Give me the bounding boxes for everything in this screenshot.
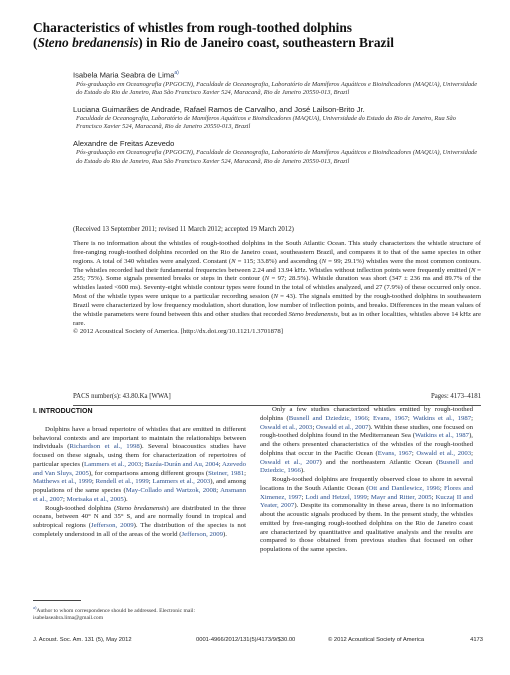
- text-run: ;: [218, 460, 222, 468]
- text-run: ). Several bioacoustics studies have focused on these signals, using them for characterization of repertoires of particular species (: [33, 443, 246, 468]
- citation-link[interactable]: Azevedo and Van Sluys, 2005: [33, 460, 246, 477]
- title-line-1: Characteristics of whistles from rough-toothed dolphins: [33, 20, 353, 35]
- citation-link[interactable]: Ansmann et al., 2007: [33, 487, 246, 503]
- text-run: ;: [216, 487, 221, 494]
- text-run: ) are distributed in the three oceans, between 40° N and 35° S, and are normally found in tropical and subtropical regions (: [33, 504, 246, 529]
- footnote-text: Author to whom correspondence should be addressed. Electronic mail: isabelaseabra.lima@gmail.com: [33, 607, 196, 621]
- pacs-row: [73, 393, 481, 400]
- citation-link[interactable]: Lammers et al., 2003: [84, 460, 142, 468]
- citation-link[interactable]: Matthews et al., 1999: [33, 478, 92, 486]
- citation-link[interactable]: May-Collado and Wartzok, 2008: [125, 487, 217, 494]
- right-column: [260, 406, 473, 555]
- citation-link[interactable]: Rendell et al., 1999: [95, 478, 149, 486]
- journal-citation: J. Acoust. Soc. Am. 131 (5), May 2012: [33, 637, 132, 643]
- text-run: ;: [471, 449, 473, 457]
- text-run: ;: [141, 460, 145, 468]
- citation-link[interactable]: Jefferson, 2009: [181, 530, 223, 538]
- citation-link[interactable]: Kuczaj II and Yeater, 2007: [260, 493, 473, 510]
- intro-paragraph-1: [33, 426, 246, 505]
- footnote-divider: [33, 600, 81, 601]
- page-range: Pages: 4173–4181: [430, 393, 481, 400]
- section-heading: I. INTRODUCTION: [33, 408, 93, 415]
- title-line-2: (Steno bredanensis) in Rio de Janeiro coast, southeastern Brazil: [33, 35, 394, 50]
- footnote-marker[interactable]: a): [174, 70, 179, 76]
- pacs-numbers: PACS number(s): 43.80.Ka [WWA]: [73, 393, 171, 400]
- text-run: ).: [222, 530, 227, 538]
- text-run: ) and the northeastern Atlantic Ocean (: [319, 458, 439, 466]
- citation-link[interactable]: Bazúa-Durán and Au, 2004: [144, 460, 219, 468]
- citation-link[interactable]: Flores and Ximenez, 1997: [260, 484, 473, 501]
- citation-link[interactable]: Jefferson, 2009: [90, 522, 134, 529]
- citation-link[interactable]: Evans, 1967: [377, 449, 412, 457]
- text-run: Only a few studies characterized whistles emitted by rough-toothed dolphins (: [260, 406, 473, 422]
- citation-link[interactable]: Mayr and Ritter, 2005: [370, 493, 432, 501]
- text-run: ;: [301, 493, 306, 501]
- author-affiliation: Pós-graduação em Oceanografia (PPGOCN), Faculdade de Oceanografia, Laboratório de Mamíferos Aquáticos e Bioindicadores (MAQUA), Universidade do Estado do Rio de Janeiro, Rua São Francisco Xavier 524, Maracanã, Rio de Janeiro 20550-013, Brazil: [76, 80, 478, 97]
- text-run: ;: [411, 449, 417, 457]
- text-run: Rough-toothed dolphins are frequently observed close to shore in several locations in the South Atlantic Ocean (: [260, 476, 473, 492]
- citation-link[interactable]: Busnell and Dziedzic, 1966: [288, 414, 368, 422]
- text-run: ;: [244, 469, 246, 477]
- abstract: There is no information about the whistles of rough-toothed dolphins in the South Atlantic Ocean. This study characterizes the whistle structure of free-ranging rough-toothed dolphins recorded on the Rio de Janeiro coast, southeastern Brazil, and compares it to that of the same species in other regions. A total of 340 whistles were analyzed. Constant (N = 115; 33.8%) and ascending (N = 99; 29.1%) whistles were the most common contours. The whistles recorded had their fundamental frequencies between 2.24 and 13.94 kHz. Whistles without inflection points were frequently emitted (N = 255; 75%). Some signals presented breaks or steps in their contour (N = 97; 28.5%). Whistle duration was short (347 ± 236 ms and 89.7% of the whistles lasted <600 ms). Seventy-eight whistle contour types were found in the total of whistles analyzed, and 27 (7.9%) of these occurred only once. Most of the whistle types were unique to a particular recording session (N = 43). The signals emitted by the rough-toothed dolphins in southeastern Brazil were characterized by low frequency modulation, short duration, low number of inflection points, and breaks. Differences in the mean values of the whistle parameters were found between this and other studies that recorded Steno bredanensis, but as in other localities, whistles above 14 kHz are rare. © 2012 Acoustical Society of America. [http://dx.doi.org/10.1121/1.3701878]: [73, 240, 481, 336]
- text-run: ), for comparisons among different groups (: [88, 469, 209, 477]
- footer-copyright: © 2012 Acoustical Society of America: [328, 637, 425, 643]
- citation-link[interactable]: Lodi and Hetzel, 1999: [305, 493, 367, 501]
- text-run: ;: [471, 414, 473, 422]
- text-run: ;: [366, 493, 371, 501]
- author-block-2: [73, 105, 483, 132]
- author-name: Luciana Guimarães de Andrade, Rafael Ramos de Carvalho, and José Lailson-Brito Jr.: [73, 104, 365, 114]
- author-list: [73, 68, 483, 173]
- text-run: ;: [439, 484, 445, 492]
- text-run: ;: [407, 414, 413, 422]
- author-block-1: [73, 68, 483, 98]
- author-name: Isabela Maria Seabra de Lima: [73, 70, 175, 80]
- page-number: 4173: [470, 637, 483, 643]
- text-run: ). The distribution of the species is not completely understood in all of the areas of the world (: [33, 522, 246, 538]
- text-run: ;: [431, 493, 436, 501]
- text-run: ).: [123, 495, 128, 503]
- abstract-copyright[interactable]: © 2012 Acoustical Society of America. [http://dx.doi.org/10.1121/1.3701878]: [73, 328, 284, 336]
- citation-link[interactable]: Morisaka et al., 2005: [66, 495, 124, 503]
- intro-paragraph-2: [33, 505, 246, 540]
- citation-link[interactable]: Lammers et al., 2003: [152, 478, 211, 486]
- text-run: ). Despite its commonality in these areas, there is no information about the acoustic signals produced by them. In the present study, the whistles emitted by free-ranging rough-toothed dolphins on the Rio de Janeiro coast are characterized by quantitative and qualitative analysis and the results are compared to those obtained from previous studies that focused on other populations of the same species.: [260, 502, 473, 553]
- text-run: Rough-toothed dolphins (: [45, 504, 117, 512]
- text-run: ;: [91, 478, 96, 486]
- citation-link[interactable]: Evans, 1967: [373, 414, 408, 422]
- paper-title: [33, 20, 483, 50]
- citation-link[interactable]: Ott and Danilewicz, 1996: [368, 484, 440, 492]
- citation-link[interactable]: Busnell and Dziedzic, 1966: [260, 458, 473, 475]
- text-run: ;: [63, 495, 67, 503]
- footnote: [33, 604, 246, 622]
- citation-link[interactable]: Steiner, 1981: [208, 469, 245, 477]
- article-code: 0001-4966/2012/131(5)/4173/9/$30.00: [196, 637, 296, 643]
- text-run: ;: [148, 478, 153, 486]
- author-affiliation: Faculdade de Oceanografia, Laboratório de Mamíferos Aquáticos e Bioindicadores (MAQUA), Universidade do Estado do Rio de Janeiro, Rua São Francisco Xavier 524, Maracanã, Rio de Janeiro 20550-013, Brazil: [76, 114, 456, 131]
- intro-paragraph-3: [260, 406, 473, 476]
- text-run: Steno bredanensis: [116, 504, 167, 512]
- author-affiliation: Pós-graduação em Oceanografia (PPGOCN), Faculdade de Oceanografia, Laboratório de Mamíferos Aquáticos e Bioindicadores (MAQUA), Universidade do Estado do Rio de Janeiro, Rua São Francisco Xavier 524, Maracanã, Rio de Janeiro 20550-013, Brazil: [76, 148, 478, 165]
- citation-link[interactable]: Oswald et al., 2007: [316, 423, 369, 431]
- citation-link[interactable]: Watkins et al., 1987: [412, 414, 472, 422]
- author-block-3: [73, 139, 483, 166]
- citation-link[interactable]: Oswald et al., 2003: [416, 449, 472, 457]
- citation-link[interactable]: Oswald et al., 2007: [260, 458, 320, 466]
- left-column: [33, 406, 246, 540]
- text-run: ).: [300, 467, 305, 475]
- text-run: Dolphins have a broad repertoire of whistles that are emitted in different behavioral contexts and are important to maintain the relationships between individuals (: [33, 425, 246, 451]
- text-run: ;: [312, 423, 317, 431]
- text-run: ), and among populations of the same species (: [33, 478, 246, 494]
- footnote-marker: a): [33, 605, 37, 610]
- page-footer: [33, 637, 483, 647]
- citation-link[interactable]: Oswald et al., 2003: [260, 423, 313, 431]
- author-name: Alexandre de Freitas Azevedo: [73, 138, 175, 148]
- citation-link[interactable]: Richardson et al., 1998: [69, 443, 140, 451]
- citation-link[interactable]: Watkins et al., 1987: [414, 432, 470, 440]
- intro-paragraph-4: [260, 476, 473, 555]
- text-run: ;: [367, 414, 373, 422]
- text-run: ), and the others presented characteristics of the whistles of the rough-toothed dolphins that occur in the Pacific Ocean (: [260, 432, 473, 457]
- received-dates: (Received 13 September 2011; revised 11 March 2012; accepted 19 March 2012): [73, 226, 294, 233]
- title-species: Steno bredanensis: [37, 35, 139, 50]
- text-run: ). Within these studies, one focused on rough-toothed dolphins found in the Mediterranean Sea (: [260, 423, 473, 440]
